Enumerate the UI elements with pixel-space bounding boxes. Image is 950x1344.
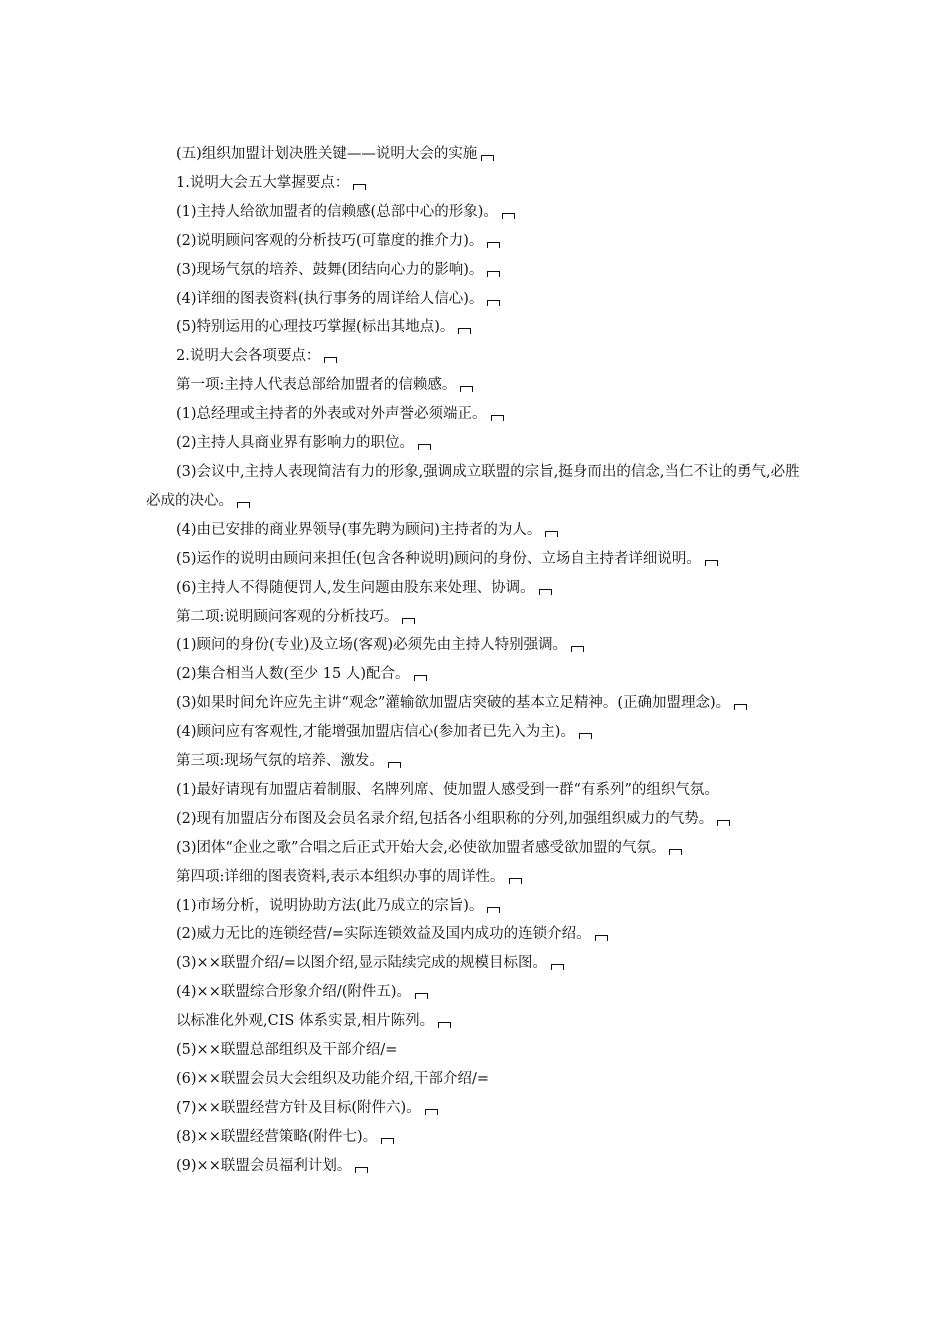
paragraph-text: (2)威力无比的连锁经营/=实际连锁效益及国内成功的连锁介绍。: [176, 926, 591, 943]
paragraph: [146, 169, 811, 198]
paragraph: [146, 458, 811, 516]
paragraph: [146, 1007, 811, 1036]
paragraph-mark-icon: [355, 1167, 368, 1173]
paragraph-mark-icon: [545, 531, 558, 537]
paragraph-mark-icon: [418, 444, 431, 450]
paragraph-mark-icon: [509, 878, 522, 884]
paragraph-mark-icon: [458, 328, 471, 334]
paragraph-mark-icon: [388, 762, 401, 768]
paragraph-text: (7)××联盟经营方针及目标(附件六)。: [176, 1099, 421, 1116]
paragraph-text: (3)会议中,主持人表现简洁有力的形象,强调成立联盟的宗旨,挺身而出的信念,当仁不让的勇气,必胜必成的决心。: [146, 463, 800, 509]
paragraph-text: 以标准化外观,CIS 体系实景,相片陈列。: [176, 1013, 435, 1030]
paragraph-mark-icon: [705, 560, 718, 566]
paragraph: [146, 920, 811, 949]
paragraph-text: (4)××联盟综合形象介绍/(附件五)。: [176, 984, 412, 1001]
paragraph-mark-icon: [487, 907, 500, 913]
paragraph-text: (2)主持人具商业界有影响力的职位。: [176, 435, 415, 452]
paragraph-text: (1)总经理或主持者的外表或对外声誉必须端正。: [176, 406, 487, 423]
paragraph-text: (1)最好请现有加盟店着制服、名牌列席、使加盟人感受到一群“有系列”的组织气氛。: [176, 781, 719, 798]
paragraph-text: (5)运作的说明由顾问来担任(包含各种说明)顾问的身份、立场自主持者详细说明。: [176, 550, 701, 567]
paragraph: [146, 429, 811, 458]
paragraph-text: (4)由已安排的商业界领导(事先聘为顾问)主持者的为人。: [176, 521, 542, 538]
paragraph-mark-icon: [491, 415, 504, 421]
paragraph: [146, 718, 811, 747]
paragraph-text: 2.说明大会各项要点：: [176, 348, 321, 365]
paragraph-text: (6)××联盟会员大会组织及功能介绍,干部介绍/=: [176, 1071, 489, 1087]
paragraph: [146, 603, 811, 632]
paragraph: [146, 631, 811, 660]
paragraph: [146, 949, 811, 978]
paragraph: [146, 400, 811, 429]
paragraph: [146, 516, 811, 545]
paragraph: [146, 574, 811, 603]
paragraph: [146, 256, 811, 285]
paragraph-text: 第一项:主持人代表总部给加盟者的信赖感。: [176, 377, 457, 394]
paragraph-text: (5)××联盟总部组织及干部介绍/=: [176, 1042, 398, 1059]
paragraph-mark-icon: [551, 964, 564, 970]
paragraph: [146, 227, 811, 256]
paragraph: [146, 1036, 811, 1065]
paragraph-text: (2)集合相当人数(至少 15 人)配合。: [176, 666, 410, 683]
paragraph-mark-icon: [571, 646, 584, 652]
paragraph: [146, 834, 811, 863]
paragraph-text: (4)顾问应有客观性,才能增强加盟店信心(参加者已先入为主)。: [176, 724, 575, 741]
paragraph-mark-icon: [237, 502, 250, 508]
paragraph-text: (5)特别运用的心理技巧掌握(标出其地点)。: [176, 319, 455, 336]
paragraph: [146, 805, 811, 834]
paragraph-mark-icon: [487, 300, 500, 306]
paragraph-text: (3)现场气氛的培养、鼓舞(团结向心力的影响)。: [176, 261, 484, 278]
paragraph: [146, 863, 811, 892]
paragraph-mark-icon: [402, 618, 415, 624]
paragraph-text: (1)主持人给欲加盟者的信赖感(总部中心的形象)。: [176, 203, 498, 220]
paragraph-text: (3)××联盟介绍/=以图介绍,显示陆续完成的规模目标图。: [176, 955, 547, 972]
paragraph-mark-icon: [487, 242, 500, 248]
paragraph-mark-icon: [734, 704, 747, 710]
paragraph-text: 第三项:现场气氛的培养、激发。: [176, 753, 384, 770]
paragraph-text: (3)团体“企业之歌”合唱之后正式开始大会,必使欲加盟者感受欲加盟的气氛。: [176, 839, 666, 856]
paragraph: [146, 1123, 811, 1152]
paragraph: [146, 1094, 811, 1123]
paragraph: [146, 1152, 811, 1181]
paragraph-text: (6)主持人不得随便罚人,发生问题由股东来处理、协调。: [176, 579, 535, 596]
paragraph-text: (3)如果时间允许应先主讲“观念”灌输欲加盟店突破的基本立足精神。(正确加盟理念)。: [176, 695, 731, 712]
paragraph-text: (1)顾问的身份(专业)及立场(客观)必须先由主持人特别强调。: [176, 637, 568, 654]
paragraph-mark-icon: [425, 1109, 438, 1115]
paragraph-mark-icon: [481, 155, 494, 161]
paragraph: [146, 198, 811, 227]
paragraph: [146, 660, 811, 689]
paragraph-mark-icon: [669, 849, 682, 855]
paragraph-text: (五)组织加盟计划决胜关键——说明大会的实施: [176, 146, 478, 162]
paragraph-mark-icon: [438, 1022, 451, 1028]
paragraph-text: (9)××联盟会员福利计划。: [176, 1157, 352, 1174]
paragraph-mark-icon: [381, 1138, 394, 1144]
paragraph: [146, 689, 811, 718]
paragraph-mark-icon: [414, 675, 427, 681]
paragraph-mark-icon: [595, 935, 608, 941]
paragraph: [146, 140, 811, 169]
paragraph: [146, 892, 811, 921]
paragraph-text: 第二项:说明顾问客观的分析技巧。: [176, 608, 399, 625]
paragraph-text: (2)现有加盟店分布图及会员名录介绍,包括各小组职称的分列,加强组织威力的气势。: [176, 810, 714, 827]
document-body: [146, 140, 811, 1181]
paragraph-text: 第四项:详细的图表资料,表示本组织办事的周详性。: [176, 868, 505, 885]
paragraph-mark-icon: [324, 357, 337, 363]
paragraph-text: (4)详细的图表资料(执行事务的周详给人信心)。: [176, 290, 484, 307]
paragraph: [146, 371, 811, 400]
paragraph: [146, 747, 811, 776]
paragraph: [146, 978, 811, 1007]
paragraph-text: (1)市场分析，说明协助方法(此乃成立的宗旨)。: [176, 897, 484, 914]
paragraph: [146, 545, 811, 574]
paragraph-mark-icon: [415, 993, 428, 999]
paragraph-mark-icon: [539, 589, 552, 595]
paragraph-mark-icon: [502, 213, 515, 219]
paragraph-text: 1.说明大会五大掌握要点：: [176, 174, 350, 191]
paragraph-mark-icon: [579, 733, 592, 739]
paragraph-mark-icon: [353, 184, 366, 190]
paragraph: [146, 313, 811, 342]
paragraph-mark-icon: [460, 386, 473, 392]
paragraph-text: (2)说明顾问客观的分析技巧(可靠度的推介力)。: [176, 232, 484, 249]
paragraph-mark-icon: [717, 820, 730, 826]
paragraph-text: (8)××联盟经营策略(附件七)。: [176, 1128, 378, 1145]
paragraph: [146, 285, 811, 314]
paragraph: [146, 776, 811, 805]
paragraph: [146, 342, 811, 371]
paragraph: [146, 1065, 811, 1094]
paragraph-mark-icon: [487, 271, 500, 277]
